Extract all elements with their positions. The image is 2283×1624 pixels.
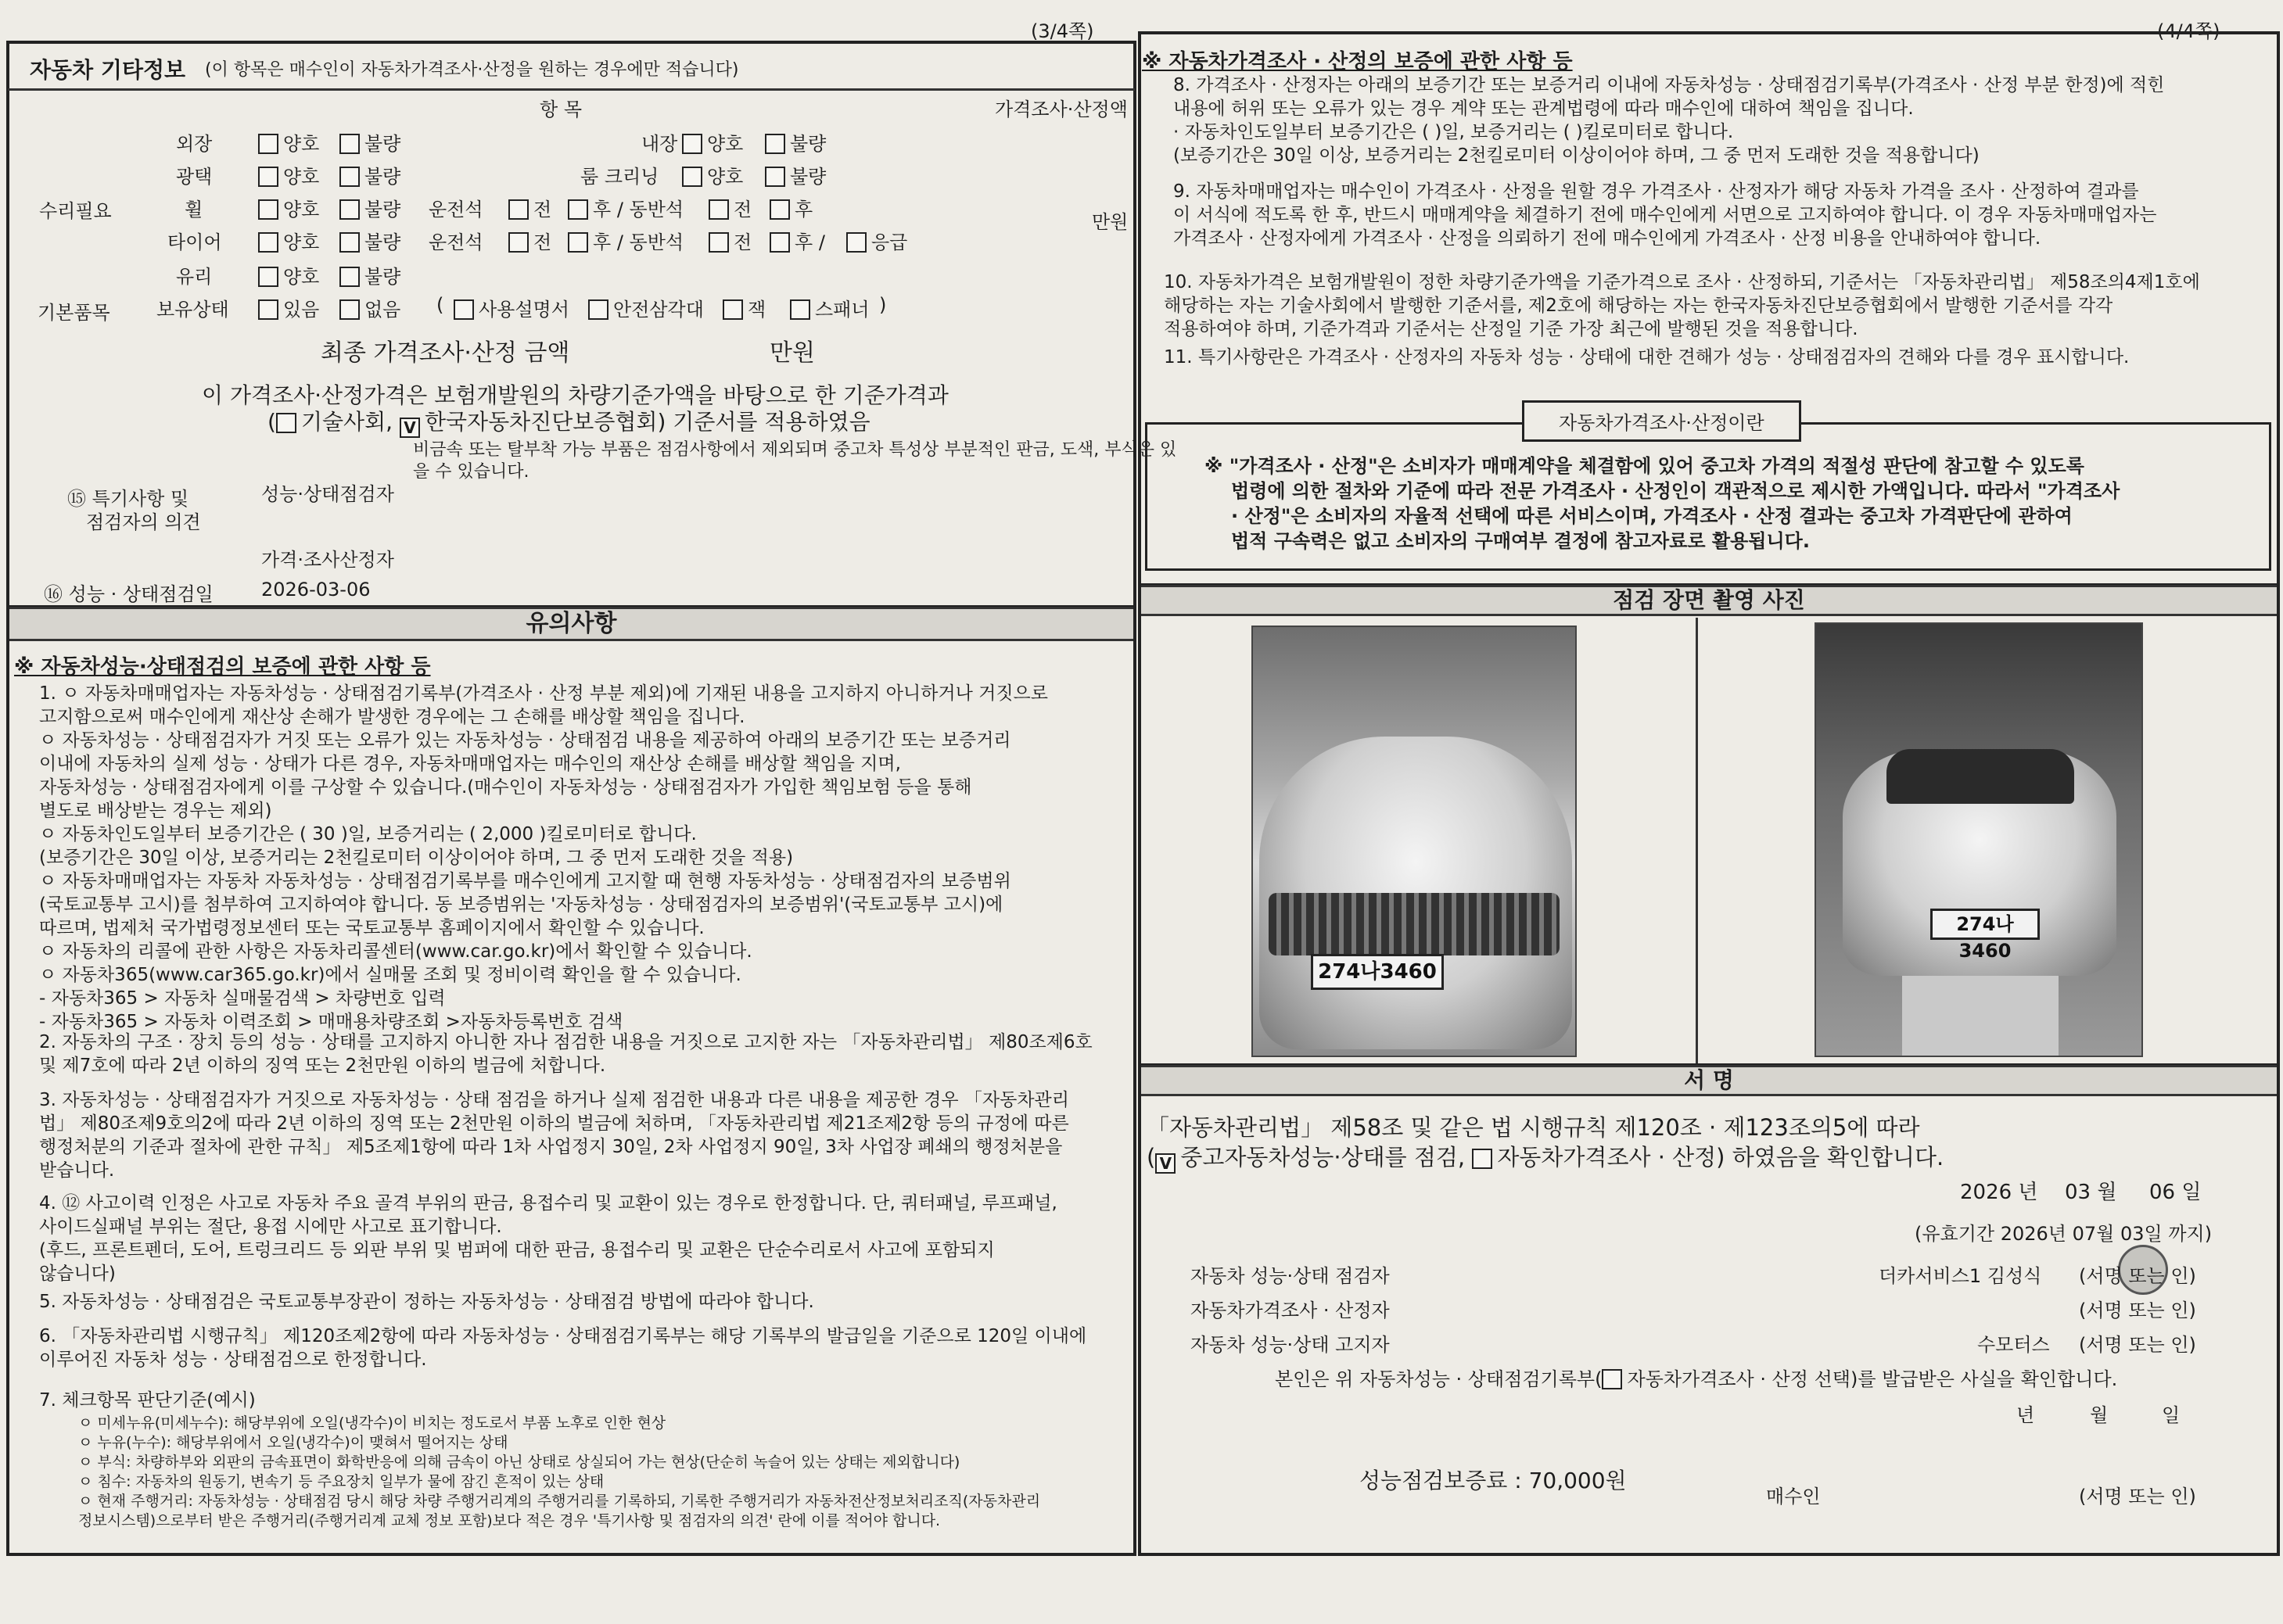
cleaning-ok-checkbox[interactable]: 양호 bbox=[682, 161, 743, 188]
used-car-inspection-checkbox[interactable]: V bbox=[1155, 1153, 1176, 1174]
special-remarks-label-2: 점검자의 의견 bbox=[86, 511, 201, 533]
inspection-date-value: 2026-03-06 bbox=[261, 579, 371, 600]
kadia-checkbox[interactable]: V bbox=[400, 418, 420, 438]
lift-ramp bbox=[1902, 976, 2059, 1057]
appraisal-definition-text: ※ "가격조사 · 산정"은 소비자가 매매계약을 체결함에 있어 중고차 가격의 적절성 판단에 참고할 수 있도록 법령에 의한 절차와 기준에 따라 전문 가격조사 · 산정인이 객관적으로 제시한 가액입니다. 따라서 "가격조사 · 산정"은 소비자의 자율적 선택에 따른 서비스이며, 가격조사 · 산정 결과는 중고차 가격판단에 관하여 법적 구속력은 없고 소비자의 구매여부 결정에 참고자료로 활용됩니다. bbox=[1204, 455, 2120, 552]
signature-law-text: 「자동차관리법」 제58조 및 같은 법 시행규칙 제120조 · 제123조의5에 따라 bbox=[1147, 1114, 1920, 1141]
receipt-confirm-text: 본인은 위 자동차성능 · 상태점검기록부( 자동차가격조사 · 산정 선택)를 발급받은 사실을 확인합니다. bbox=[1275, 1368, 2118, 1390]
final-price-label: 최종 가격조사·산정 금액 bbox=[321, 339, 570, 367]
col-item-header: 항 목 bbox=[540, 99, 582, 120]
tire-ok-checkbox[interactable]: 양호 bbox=[258, 227, 319, 254]
engineer-society-checkbox[interactable] bbox=[276, 413, 296, 433]
car-rear-window bbox=[1886, 749, 2074, 804]
row-glass-label: 유리 bbox=[176, 266, 213, 288]
basis-line-2: ( 기술사회, V 한국자동차진단보증협회) 기준서를 적용하였음 bbox=[267, 409, 870, 437]
repair-label: 수리필요 bbox=[39, 200, 112, 222]
tire-pass-front-checkbox[interactable]: 전 bbox=[709, 227, 752, 254]
spanner-checkbox[interactable]: 스패너 bbox=[790, 294, 870, 321]
car-grille bbox=[1269, 893, 1560, 955]
manual-checkbox[interactable]: 사용설명서 bbox=[454, 294, 569, 321]
other-info-title: 자동차 기타정보 bbox=[30, 57, 186, 83]
glass-bad-checkbox[interactable]: 불량 bbox=[339, 261, 400, 289]
appraisal-item-8: 8. 가격조사 · 산정자는 아래의 보증기간 또는 보증거리 이내에 자동차성능 · 상태점검기록부(가격조사 · 산정 부분 한정)에 적힌 내용에 허위 또는 오류가 있는 경우 계약 또는 관계법령에 따라 매수인에 대하여 책임을 집니다. · 자동차인도일부터 보증기간은 ( )일, 보증거리는 ( )킬로미터로 합니다. (보증기간은 30일 이상, 보증거리는 2천킬로미터 이상이어야 하며, 그 중 먼저 도래한 것을 적용합니다) bbox=[1173, 75, 2165, 166]
receipt-month: 월 bbox=[2090, 1404, 2109, 1426]
signature-confirm-text: ( V 중고자동차성능·상태를 점검, 자동차가격조사 · 산정) 하였음을 확인합니다. bbox=[1147, 1144, 1944, 1173]
appraisal-item-10: 10. 자동차가격은 보험개발원이 정한 차량기준가액을 기준가격으로 조사 · 산정하되, 기준서는 「자동차관리법」 제58조의4제1호에 해당하는 자는 기술사회에서 발행한 기준서를, 제2호에 해당하는 자는 한국자동차진단보증협회에서 발행한 기준서를 각각 적용하여야 하며, 기준가격과 기준서는 산정일 기준 가장 최근에 발행된 것을 적용합니다. bbox=[1164, 272, 2200, 339]
exterior-ok-checkbox[interactable]: 양호 bbox=[258, 128, 319, 156]
validity-period: (유효기간 2026년 07월 03일 까지) bbox=[1915, 1223, 2213, 1245]
sign-notifier-label: 자동차 성능·상태 고지자 bbox=[1190, 1334, 1390, 1356]
tire-driver-label: 운전석 bbox=[429, 231, 483, 253]
tire-emergency-checkbox[interactable]: 응급 bbox=[846, 227, 907, 254]
sign-inspector-label: 자동차 성능·상태 점검자 bbox=[1190, 1265, 1390, 1287]
possession-paren-close: ) bbox=[879, 294, 887, 316]
possession-none-checkbox[interactable]: 없음 bbox=[339, 294, 400, 321]
price-unit-won: 만원 bbox=[1092, 211, 1129, 233]
row-exterior-label: 외장 bbox=[176, 133, 213, 155]
wheel-rear-pass-checkbox[interactable]: 후 / 동반석 bbox=[568, 194, 684, 221]
sign-inspector-name: 더카서비스1 김성식 bbox=[1879, 1265, 2042, 1287]
row-tire-label: 타이어 bbox=[167, 231, 222, 253]
basic-items-label: 기본품목 bbox=[38, 302, 110, 324]
inspector-label: 성능·상태점검자 bbox=[261, 483, 394, 505]
triangle-checkbox[interactable]: 안전삼각대 bbox=[588, 294, 704, 321]
wheel-pass-front-checkbox[interactable]: 전 bbox=[709, 194, 752, 221]
buyer-label: 매수인 bbox=[1766, 1486, 1821, 1507]
appraisal-item-11: 11. 특기사항란은 가격조사 · 산정자의 자동차 성능 · 상태에 대한 견해가 성능 · 상태점검자의 견해와 다를 경우 표시합니다. bbox=[1164, 347, 2130, 367]
notice-item-7: ㅇ 미세누유(미세누수): 해당부위에 오일(냉각수)이 비치는 정도로서 부품 노후로 인한 현상 ㅇ 누유(누수): 해당부위에서 오일(냉각수)이 맺혀서 떨어지는 상태 ㅇ 부식: 차량하부와 외판의 금속표면이 화학반응에 의해 금속이 아닌 상태로 상실되어 가는 현상(단순히 녹슬어 있는 상태는 제외합니다) ㅇ 침수: 자동차의 원동기, 변속기 등 주요장치 일부가 물에 잠긴 흔적이 있는 상태 ㅇ 현재 주행거리: 자동차성능 · 상태점검 당시 해당 차량 주행거리계의 주행거리를 기록하되, 기록한 주행거리가 자동차전산정보처리조직(자동차관리 정보시스템)으로부터 받은 주행거리(주행거리계 교체 정보 포함)보다 적은 경우 '특기사항 및 점검자의 의견' 란에 이를 적어야 합니다. bbox=[78, 1414, 1041, 1529]
notice-item-6: 6. 「자동차관리법 시행규칙」 제120조제2항에 따라 자동차성능 · 상태점검기록부는 해당 기록부의 발급일을 기준으로 120일 이내에 이루어진 자동차 성능 · 상태점검으로 한정합니다. bbox=[39, 1326, 1087, 1370]
notice-item-5: 5. 자동차성능 · 상태점검은 국토교통부장관이 정하는 자동차성능 · 상태점검 방법에 따라야 합니다. bbox=[39, 1292, 814, 1312]
tire-rear-pass-checkbox[interactable]: 후 / 동반석 bbox=[568, 227, 684, 254]
row-interior-label: 내장 bbox=[641, 133, 678, 155]
cleaning-bad-checkbox[interactable]: 불량 bbox=[765, 161, 826, 188]
sign-notifier-signature[interactable]: (서명 또는 인) bbox=[2079, 1334, 2196, 1356]
wheel-driver-label: 운전석 bbox=[429, 199, 483, 220]
receipt-appraisal-checkbox[interactable] bbox=[1602, 1369, 1622, 1389]
rear-inspection-photo bbox=[1815, 622, 2143, 1057]
interior-ok-checkbox[interactable]: 양호 bbox=[682, 128, 743, 156]
notice-item-2: 2. 자동차의 구조 · 장치 등의 성능 · 상태를 고지하지 아니한 자나 점검한 내용을 거짓으로 고지한 자는 「자동차관리법」 제80조제6호 및 제7호에 따라 2년 이하의 징역 또는 2천만원 이하의 벌금에 처합니다. bbox=[39, 1032, 1093, 1076]
glass-ok-checkbox[interactable]: 양호 bbox=[258, 261, 319, 289]
notice-item-1: 1. ㅇ 자동차매매업자는 자동차성능 · 상태점검기록부(가격조사 · 산정 부분 제외)에 기재된 내용을 고지하지 아니하거나 거짓으로 고지함으로써 매수인에게 재산상 손해가 발생한 경우에는 그 손해를 배상할 책임을 집니다. ㅇ 자동차성능 · 상태점검자가 거짓 또는 오류가 있는 자동차성능 · 상태점검 내용을 제공하여 아래의 보증기간 또는 보증거리 이내에 자동차의 실제 성능 · 상태가 다른 경우, 자동차매매업자는 매수인의 재산상 손해를 배상할 책임을 지며, 자동차성능 · 상태점검자에게 이를 구상할 수 있습니다.(매수인이 자동차성능 · 상태점검자가 가입한 책임보험 등을 통해 별도로 배상받는 경우는 제외) ㅇ 자동차인도일부터 보증기간은 ( 30 )일, 보증거리는 ( 2,000 )킬로미터로 합니다. (보증기간은 30일 이상, 보증거리는 2천킬로미터 이상이어야 하며, 그 중 먼저 도래한 것을 적용) ㅇ 자동차매매업자는 자동차 자동차성능 · 상태점검기록부를 매수인에게 고지할 때 현행 자동차성능 · 상태점검자의 보증범위 (국토교통부 고시)를 첨부하여 고지하여야 합니다. 동 보증범위는 '자동차성능 · 상태점검자의 보증범위'(국토교통부 고시)에 따르며, 법제처 국가법령정보센터 또는 국토교통부 홈페이지에서 확인할 수 있습니다. ㅇ 자동차의 리콜에 관한 사항은 자동차리콜센터(www.car.go.kr)에서 확인할 수 있습니다. ㅇ 자동차365(www.car365.go.kr)에서 실매물 조회 및 정비이력 확인을 할 수 있습니다. - 자동차365 > 자동차 실매물검색 > 차량번호 입력 - 자동차365 > 자동차 이력조회 > 매매용차량조회 >자동차등록번호 검색 bbox=[39, 683, 1048, 1032]
possession-paren-open: ( bbox=[436, 294, 444, 316]
rear-license-plate: 274나3460 bbox=[1930, 909, 2040, 940]
exterior-bad-checkbox[interactable]: 불량 bbox=[339, 128, 400, 156]
appraisal-item-9: 9. 자동차매매업자는 매수인이 가격조사 · 산정을 원할 경우 가격조사 · 산정자가 해당 자동차 가격을 조사 · 산정하여 결과를 이 서식에 적도록 한 후, 반드시 매매계약을 체결하기 전에 매수인에게 서면으로 고지하여야 합니다. 이 경우 자동차매매업자는 가격조사 · 산정자에게 가격조사 · 산정을 의뢰하기 전에 매수인에게 가격조사 · 산정 비용을 안내하여야 합니다. bbox=[1173, 181, 2157, 249]
jack-checkbox[interactable]: 잭 bbox=[723, 294, 766, 321]
inspection-date-label: ⑯ 성능 · 상태점검일 bbox=[44, 583, 214, 605]
notice-heading: ※ 자동차성능·상태점검의 보증에 관한 사항 등 bbox=[14, 655, 431, 679]
tire-pass-rear-checkbox[interactable]: 후 / bbox=[770, 227, 825, 254]
other-info-subtitle: (이 항목은 매수인이 자동차가격조사·산정을 원하는 경우에만 적습니다) bbox=[205, 60, 739, 80]
special-remarks-label-1: ⑮ 특기사항 및 bbox=[67, 488, 189, 510]
page-number-right: (4/4쪽) bbox=[2157, 20, 2220, 42]
tire-front-checkbox[interactable]: 전 bbox=[508, 227, 551, 254]
sign-day: 06 일 bbox=[2149, 1181, 2202, 1204]
sign-year: 2026 년 bbox=[1960, 1181, 2038, 1204]
front-inspection-photo bbox=[1251, 626, 1577, 1057]
appraisal-checkbox[interactable] bbox=[1472, 1149, 1492, 1169]
guarantee-fee: 성능점검보증료 : 70,000원 bbox=[1359, 1468, 1627, 1493]
sign-appraiser-label: 자동차가격조사 · 산정자 bbox=[1190, 1300, 1390, 1321]
sign-appraiser-signature[interactable]: (서명 또는 인) bbox=[2079, 1300, 2196, 1321]
final-price-unit: 만원 bbox=[770, 339, 815, 367]
possession-have-checkbox[interactable]: 있음 bbox=[258, 294, 319, 321]
special-note-line-2: 을 수 있습니다. bbox=[413, 462, 529, 482]
special-note-line-1: 비금속 또는 탈부착 가능 부품은 점검사항에서 제외되며 중고차 특성상 부분적인 판금, 도색, 부식은 있 bbox=[413, 440, 1177, 460]
receipt-year: 년 bbox=[2016, 1404, 2035, 1426]
appraisal-definition-title: 자동차가격조사·산정이란 bbox=[1522, 400, 1801, 442]
photo-section-title: 점검 장면 촬영 사진 bbox=[1141, 585, 2277, 616]
row-wheel-label: 휠 bbox=[185, 199, 203, 220]
row-room-cleaning-label: 룸 크리닝 bbox=[580, 166, 659, 188]
notice-item-3: 3. 자동차성능 · 상태점검자가 거짓으로 자동차성능 · 상태 점검을 하거나 실제 점검한 내용과 다른 내용을 제공한 경우 「자동차관리 법」 제80조제9호의2에 따라 2년 이하의 징역 또는 2천만원 이하의 벌금에 처하며, 「자동차관리법 제21조제2항 등의 규정에 따른 행정처분의 기준과 절차에 관한 규칙」 제5조제1항에 따라 1차 사업정지 30일, 2차 사업정지 90일, 3차 사업장 폐쇄의 행정처분을 받습니다. bbox=[39, 1090, 1069, 1181]
receipt-day: 일 bbox=[2162, 1404, 2181, 1426]
sign-inspector-signature[interactable]: (서명 또는 인) bbox=[2079, 1265, 2196, 1287]
col-price-header: 가격조사·산정액 bbox=[995, 99, 1128, 120]
page-number-left: (3/4쪽) bbox=[1031, 20, 1094, 42]
row-gloss-label: 광택 bbox=[176, 166, 213, 188]
notice-title: 유의사항 bbox=[9, 607, 1133, 641]
row-possession-label: 보유상태 bbox=[156, 299, 229, 321]
tire-bad-checkbox[interactable]: 불량 bbox=[339, 227, 400, 254]
appraisal-heading: ※ 자동차가격조사 · 산정의 보증에 관한 사항 등 bbox=[1142, 50, 1573, 73]
wheel-pass-rear-checkbox[interactable]: 후 bbox=[770, 194, 813, 221]
front-license-plate: 274나3460 bbox=[1311, 954, 1444, 990]
interior-bad-checkbox[interactable]: 불량 bbox=[765, 128, 826, 156]
notice-item-4: 4. ⑫ 사고이력 인정은 사고로 자동차 주요 골격 부위의 판금, 용접수리 및 교환이 있는 경우로 한정합니다. 단, 쿼터패널, 루프패널, 사이드실패널 부위는 절단, 용접 시에만 사고로 표기합니다. (후드, 프론트펜더, 도어, 트렁크리드 등 외판 부위 및 범퍼에 대한 판금, 용접수리 및 교환은 단순수리로서 사고에 포함되지 않습니다) bbox=[39, 1193, 1057, 1284]
notice-item-7-title: 7. 체크항목 판단기준(예시) bbox=[39, 1390, 256, 1411]
wheel-ok-checkbox[interactable]: 양호 bbox=[258, 194, 319, 221]
wheel-bad-checkbox[interactable]: 불량 bbox=[339, 194, 400, 221]
buyer-signature[interactable]: (서명 또는 인) bbox=[2079, 1486, 2196, 1507]
wheel-front-checkbox[interactable]: 전 bbox=[508, 194, 551, 221]
basis-line-1: 이 가격조사·산정가격은 보험개발원의 차량기준가액을 바탕으로 한 기준가격과 bbox=[202, 382, 949, 408]
appraiser-label: 가격·조사산정자 bbox=[261, 549, 394, 571]
gloss-bad-checkbox[interactable]: 불량 bbox=[339, 161, 400, 188]
sign-month: 03 월 bbox=[2065, 1181, 2117, 1204]
signature-title: 서 명 bbox=[1141, 1065, 2277, 1096]
gloss-ok-checkbox[interactable]: 양호 bbox=[258, 161, 319, 188]
sign-notifier-name: 수모터스 bbox=[1977, 1334, 2050, 1356]
